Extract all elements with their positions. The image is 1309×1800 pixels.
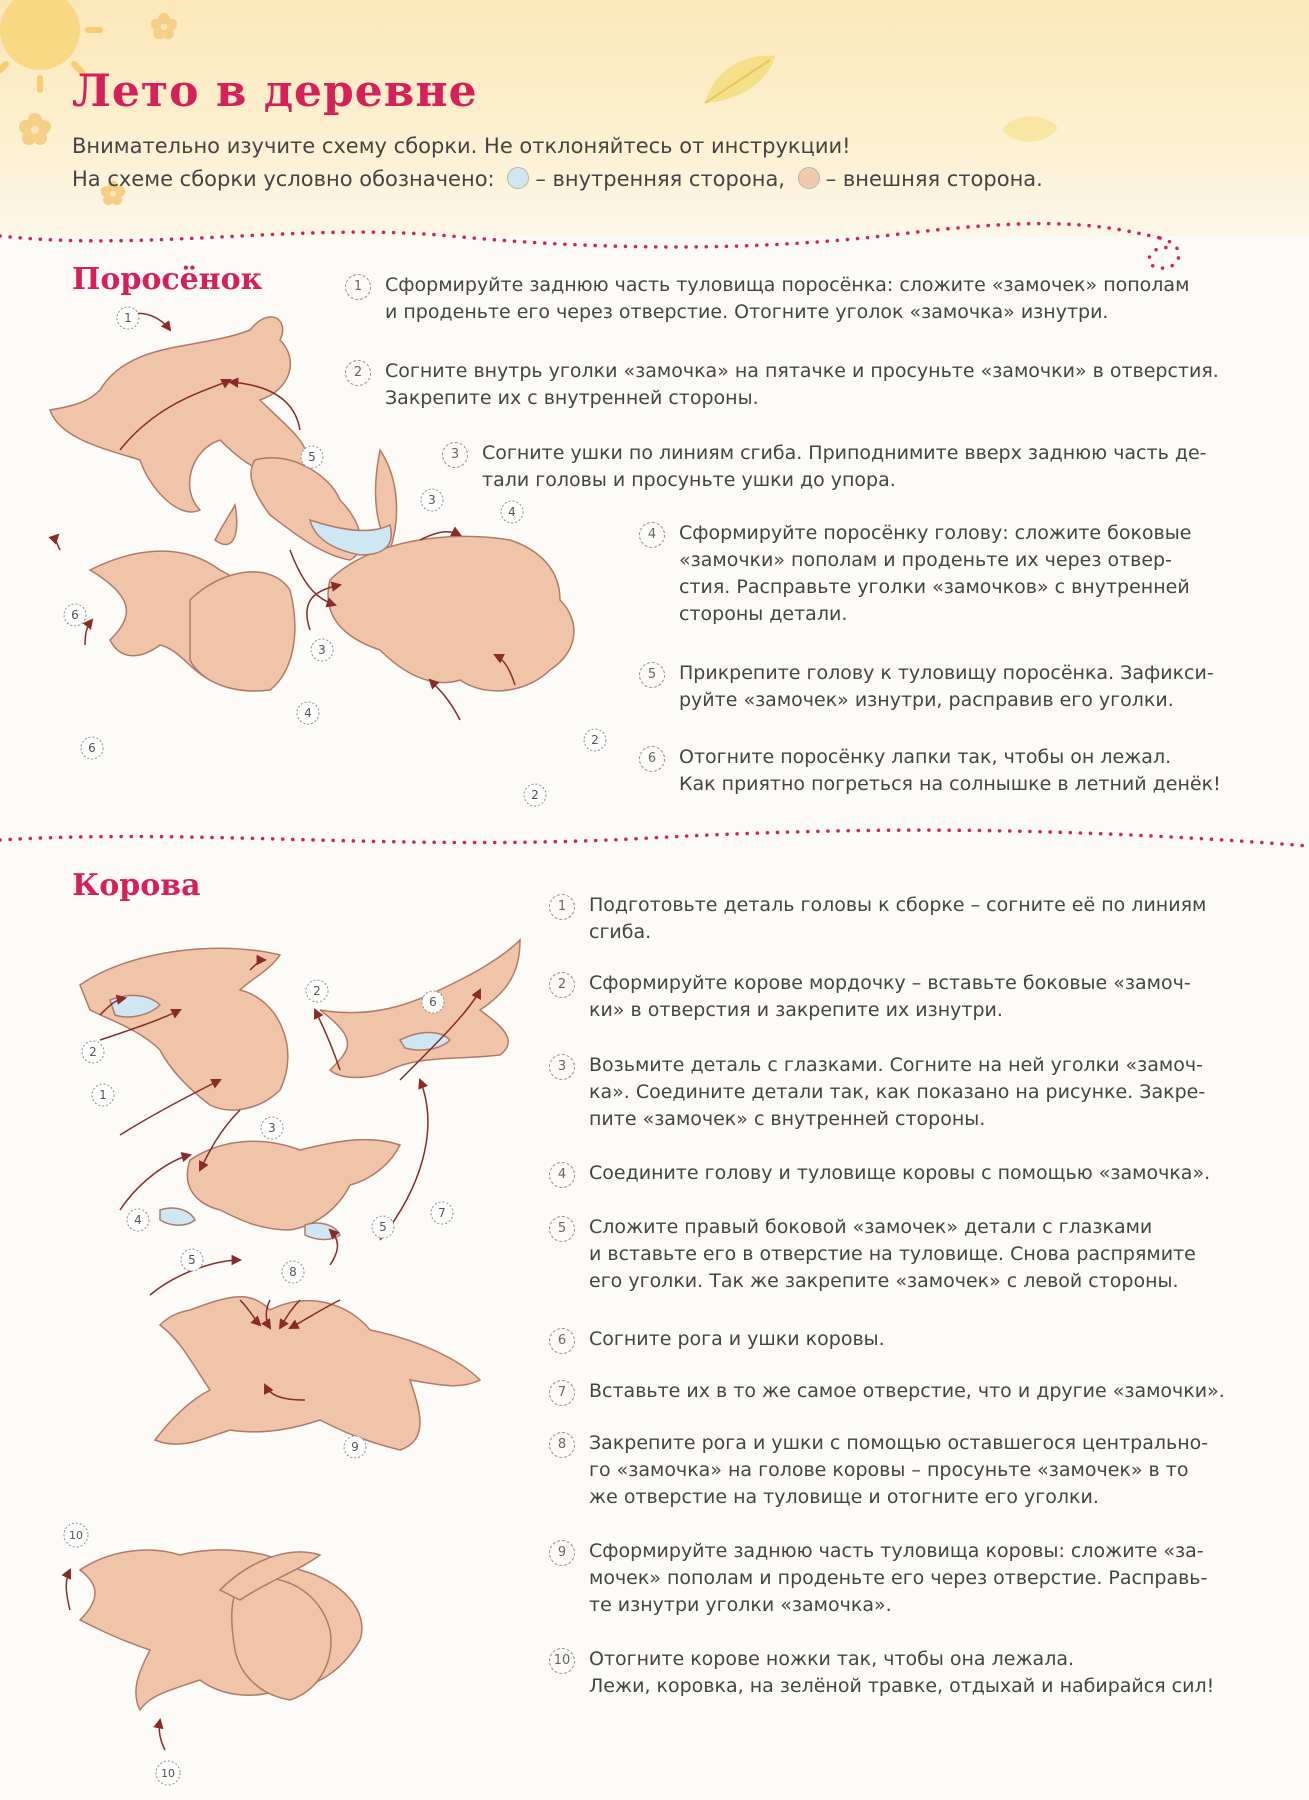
diagram-label: 3: [428, 493, 436, 507]
step-number: 2: [549, 972, 575, 998]
step-number: 2: [345, 360, 371, 386]
outer-side-swatch-icon: [798, 167, 820, 189]
diagram-label: 3: [318, 643, 326, 657]
pig-step-4: [647, 520, 1192, 628]
step-text: Сформируйте заднюю часть туловища коровы: сложите «за- мочек» пополам и проденьте его через отверстие. Расправь- те изнутри уголки «замочка».: [589, 1540, 1208, 1616]
cow-body-part-icon: [155, 1297, 480, 1450]
cow-step-10: [553, 1646, 1215, 1700]
inner-side-swatch-icon: [507, 167, 529, 189]
flower-icon: [150, 12, 178, 40]
step-text: Прикрепите голову к туловищу поросёнка. Зафикси- руйте «замочек» изнутри, расправив его уголки.: [679, 662, 1214, 711]
cow-step-2: [557, 970, 1191, 1024]
header-background: [0, 0, 1309, 236]
step-number: 9: [549, 1540, 575, 1566]
diagram-label: 2: [531, 788, 539, 802]
diagram-label: 10: [69, 1529, 83, 1542]
pig-step-5: [647, 660, 1214, 714]
cow-horn-part-icon: [320, 940, 520, 1078]
step-text: Возьмите деталь с глазками. Согните на ней уголки «замоч- ка». Соедините детали так, как показано на рисунке. Закре- пите «замочек» с внутренней стороны.: [589, 1054, 1206, 1130]
step-text: Подготовьте деталь головы к сборке – согните её по линиям сгиба.: [589, 894, 1207, 943]
cow-step-1: [557, 892, 1207, 946]
step-text: Отогните поросёнку лапки так, чтобы он лежал. Как приятно погреться на солнышке в летний денёк!: [679, 746, 1221, 795]
diagram-label: 8: [289, 1265, 297, 1279]
cow-step-9: [557, 1538, 1208, 1619]
step-number: 6: [549, 1328, 575, 1354]
diagram-label: 7: [438, 1206, 446, 1220]
pig-section-title: Поросёнок: [72, 262, 263, 297]
diagram-label: 2: [89, 1045, 97, 1059]
step-text: Согните ушки по линиям сгиба. Приподнимите вверх заднюю часть де- тали головы и просуньте ушки до упора.: [482, 442, 1207, 491]
intro-line-2: [72, 163, 1043, 196]
step-number: 6: [639, 746, 665, 772]
intro-text: [72, 130, 1043, 196]
step-number: 4: [639, 522, 665, 548]
cow-step-4: [557, 1160, 1211, 1187]
step-text: Сформируйте заднюю часть туловища поросёнка: сложите «замочек» пополам и проденьте его через отверстие. Отогните уголок «замочка» изнутри.: [385, 274, 1190, 323]
diagram-label: 1: [99, 1088, 107, 1102]
cow-step-3: [557, 1052, 1206, 1133]
step-text: Сформируйте корове мордочку – вставьте боковые «замоч- ки» в отверстия и закрепите их изнутри.: [589, 972, 1191, 1021]
cow-step-5: [557, 1214, 1196, 1295]
dotted-divider: [0, 820, 1309, 860]
pig-step-6: [647, 744, 1221, 798]
step-text: Соедините голову и туловище коровы с помощью «замочка».: [589, 1162, 1211, 1184]
diagram-label: 6: [429, 995, 437, 1009]
step-number: 4: [549, 1162, 575, 1188]
diagram-label: 2: [313, 984, 321, 998]
step-text: Сформируйте поросёнку голову: сложите боковые «замочки» пополам и проденьте их через отвер- стия. Расправьте уголки «замочков» с внутренней стороны детали.: [679, 522, 1192, 625]
step-text: Отогните корове ножки так, чтобы она лежала. Лежи, коровка, на зелёной травке, отдыхай и набирайся сил!: [589, 1648, 1215, 1697]
pig-assembly-diagram: [40, 300, 660, 820]
step-number: 1: [345, 274, 371, 300]
diagram-label: 5: [308, 450, 316, 464]
cow-section-title: Корова: [72, 868, 201, 903]
flower-icon: [18, 112, 52, 146]
diagram-label: 6: [88, 741, 96, 755]
cow-step-6: [557, 1326, 885, 1353]
diagram-label: 6: [71, 608, 79, 622]
diagram-label: 9: [351, 1440, 359, 1454]
cow-eyes-part-icon: [187, 1140, 400, 1230]
legend-inner-label: – внутренняя сторона,: [535, 167, 785, 191]
diagram-label: 1: [124, 311, 132, 325]
step-text: Согните рога и ушки коровы.: [589, 1328, 885, 1350]
leaf-icon: [700, 48, 780, 108]
step-number: 1: [549, 894, 575, 920]
diagram-label: 5: [379, 1220, 387, 1234]
page-title: Лето в деревне: [72, 66, 478, 117]
intro-line-1: Внимательно изучите схему сборки. Не отклоняйтесь от инструкции!: [72, 134, 851, 158]
step-number: 10: [549, 1648, 575, 1674]
diagram-label: 4: [134, 1213, 142, 1227]
pig-assembled-body-icon: [328, 536, 574, 691]
cow-step-8: [557, 1430, 1209, 1511]
legend-outer-label: – внешняя сторона.: [825, 167, 1043, 191]
step-text: Закрепите рога и ушки с помощью оставшегося центрально- го «замочка» на голове коровы – просуньте «замочек» в то же отверстие на туловище и отогните его уголки.: [589, 1432, 1209, 1508]
diagram-label: 4: [304, 706, 312, 720]
step-text: Согните внутрь уголки «замочка» на пятачке и просуньте «замочки» в отверстия. Закрепите их с внутренней стороны.: [385, 360, 1219, 409]
diagram-label: 5: [188, 1253, 196, 1267]
step-number: 8: [549, 1432, 575, 1458]
pig-ear-side-icon: [215, 505, 237, 545]
step-number: 5: [549, 1216, 575, 1242]
step-text: Вставьте их в то же самое отверстие, что и другие «замочки».: [589, 1380, 1225, 1402]
legend-prefix: На схеме сборки условно обозначено:: [72, 167, 495, 191]
step-number: 3: [442, 442, 468, 468]
cow-assembly-diagram: [40, 930, 580, 1790]
step-number: 3: [549, 1054, 575, 1080]
diagram-label: 3: [268, 1121, 276, 1135]
step-number: 5: [639, 662, 665, 688]
diagram-label: 4: [508, 505, 516, 519]
diagram-label: 10: [161, 1767, 175, 1780]
cow-step-7: [557, 1378, 1225, 1405]
step-number: 7: [549, 1380, 575, 1406]
step-text: Сложите правый боковой «замочек» детали с глазками и вставьте его в отверстие на туловище. Снова распрямите его уголки. Так же закрепите «замочек» с левой стороны.: [589, 1216, 1196, 1292]
diagram-label: 2: [591, 733, 599, 747]
cow-head-part-icon: [80, 948, 288, 1110]
cow-inner-flap-icon: [160, 1208, 195, 1225]
pig-head-block-icon: [190, 572, 295, 691]
